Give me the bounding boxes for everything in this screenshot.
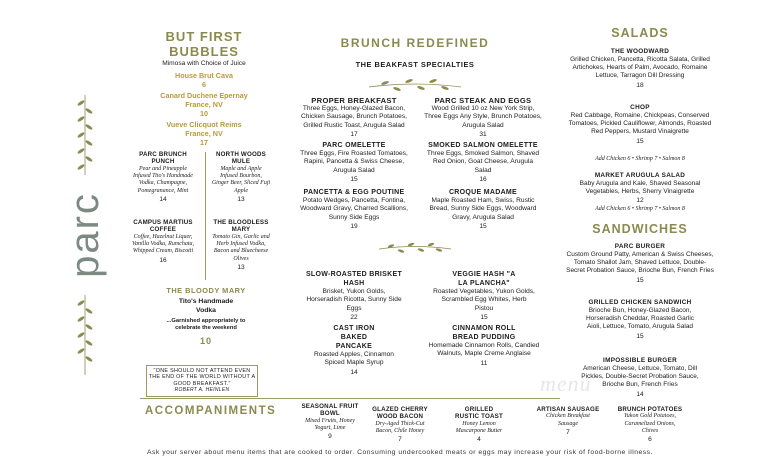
accompaniments-divider (140, 398, 560, 399)
bloody-mary-price: 10 (199, 336, 212, 347)
menu-item-title: PARC BURGER (614, 243, 666, 250)
menu-item-price: 15 (350, 176, 358, 184)
watermark: menu (540, 371, 592, 396)
accompaniment-title: SEASONAL FRUIT BOWL (301, 403, 359, 418)
accompaniment-price: 9 (328, 433, 332, 441)
cocktail-item (211, 219, 271, 272)
wine-item (128, 91, 280, 118)
menu-item-desc: Roasted Vegetables, Yukon Golds, Scrambled Egg Whites, Herb Pistou (433, 288, 535, 312)
menu-item-price: 16 (479, 176, 487, 184)
menu-item (566, 298, 714, 341)
cocktail-title: NORTH WOODS MULE (216, 151, 266, 166)
branch-ornament-icon (375, 241, 455, 255)
cocktail-title: CAMPUS MARTIUS COFFEE (133, 219, 193, 234)
menu-item-desc: Brisket, Yukon Golds, Horseradish Ricotta, Sunny Side Eggs (306, 288, 402, 312)
menu-item-title: PARC STEAK AND EGGS (434, 96, 532, 105)
accompaniment-item (444, 406, 514, 444)
cocktail-price: 13 (237, 264, 245, 271)
menu-item-price: 15 (479, 223, 487, 231)
menu-item-desc: Wood Grilled 10 oz New York Strip, Three Eggs Any Style, Brunch Potatoes, Arugula Salad (424, 105, 542, 129)
menu-item (294, 96, 414, 139)
menu-item-title: CROQUE MADAME (448, 189, 518, 196)
wine-name: Canard Duchene Epernay France, NV (160, 91, 248, 109)
menu-item-title: CINNAMON ROLL BREAD PUDDING (452, 325, 516, 341)
menu-item (568, 47, 712, 90)
menu-item-desc: Grilled Chicken, Pancetta, Ricotta Salata, Grilled Artichokes, Hearts of Palm, Avocado, Romaine Lettuce, Tarragon Dill Dressing (570, 56, 710, 80)
menu-item-desc: Red Cabbage, Romaine, Chickpeas, Conserved Tomatoes, Pickled Cauliflower, Almonds, Roasted Red Peppers, Mustard Vinaigrette (568, 112, 712, 136)
menu-item-desc: Homemade Cinnamon Rolls, Candied Walnuts, Maple Creme Anglaise (428, 342, 540, 358)
menu-item-desc: American Cheese, Lettuce, Tomato, Dill Pickles, Double-Secret Probation Sauce, Brioche Bun, French Fries (581, 365, 699, 389)
cocktail-desc: Pear and Pineapple Infused Tito's Handmade Vodka, Champagne, Pomegranance, Mint (133, 165, 193, 194)
cocktail-title: PARC BRUNCH PUNCH (139, 151, 187, 166)
accompaniment-desc: Honey Lemon Mascarpone Butter (455, 420, 503, 435)
menu-item (566, 242, 714, 285)
logo-strip (62, 95, 108, 375)
menu-item (296, 270, 412, 322)
bloody-mary-line3: ...Garnished appropriately to celebrate the weekend (166, 318, 246, 332)
accompaniment-item (362, 406, 438, 444)
accompaniment-title: ARTISAN SAUSAGE (536, 406, 600, 413)
cocktail-item (211, 151, 271, 204)
bloody-mary-line1: Tito's Handmade (178, 298, 234, 305)
menu-item-price: 19 (350, 223, 358, 231)
cocktail-desc: Maple and Apple Infused Bourbon, Ginger Beer, Sliced Fuji Apple (211, 165, 271, 194)
menu-item-desc: Custom Ground Patty, American & Swiss Cheeses, Tomato Shallot Jam, Shaved Lettuce, Double-Secret Probation Sauce, Brioche Bun, French Fries (566, 251, 714, 275)
accompaniment-price: 6 (648, 436, 652, 444)
accompaniment-title: GLAZED CHERRY WOOD BACON (372, 406, 428, 421)
cocktail-desc: Tomato Gin, Garlic and Herb Infused Vodka, Bacon and Bluecheese Olives (212, 233, 270, 262)
menu-item-desc: Three Eggs, Smoked Salmon, Shaved Red Onion, Goat Cheese, Arugula Salad (426, 150, 540, 174)
menu-item (298, 141, 410, 184)
menu-item-title: GRILLED CHICKEN SANDWICH (588, 299, 692, 306)
menu-item-desc: Potato Wedges, Pancetta, Fontina, Woodward Gravy, Charred Scallions, Sunny Side Eggs (300, 197, 408, 221)
menu-item (424, 96, 542, 139)
accompaniment-item (530, 406, 606, 437)
menu-item (432, 270, 536, 322)
sandwiches-title: SANDWICHES (592, 222, 688, 236)
menu-item (296, 188, 412, 231)
accompaniment-item (612, 406, 688, 444)
accompaniment-price: 7 (566, 429, 570, 436)
menu-item-title: CHOP (630, 104, 650, 111)
wine-name: House Brut Cava (175, 71, 233, 80)
menu-item-price: 18 (636, 81, 644, 89)
bubbles-title-line1: BUT FIRST (165, 29, 243, 44)
salad-addon: Add Chicken 6 • Shrimp 7 • Salmon 8 (595, 156, 685, 162)
wine-price: 10 (200, 109, 208, 118)
menu-item-price: 15 (636, 276, 644, 284)
accompaniment-desc: Yukon Gold Potatoes, Caramelized Onions, Chives (624, 413, 676, 434)
menu-item-price: 14 (636, 390, 644, 398)
menu-item (296, 324, 412, 377)
accompaniment-desc: Dry-Aged Thick-Cut Bacon, Chile Honey (375, 420, 425, 435)
leaf-sprig-icon (75, 295, 95, 375)
menu-item-desc: Maple Roasted Ham, Swiss, Rustic Bread, Sunny Side Eggs, Woodward Gravy, Arugula Salad (429, 197, 537, 221)
menu-item-title: PROPER BREAKFAST (311, 96, 397, 105)
branch-ornament-icon (365, 77, 465, 93)
wine-item (128, 71, 280, 89)
wine-price: 17 (200, 138, 208, 147)
menu-item-desc: Brioche Bun, Honey-Glazed Bacon, Horseradish Cheddar, Roasted Garlic Aioli, Lettuce, Tomato, Arugula Salad (585, 307, 695, 331)
accompaniment-item (290, 403, 370, 441)
cocktail-item (131, 151, 195, 204)
footer-note: Ask your server about menu items that are cooked to order. Consuming undercooked meats or eggs may increase your risk of food-borne illness. (147, 449, 653, 456)
wine-price: 6 (202, 80, 206, 89)
menu-item-title: THE WOODWARD (610, 48, 670, 55)
accompaniment-title: GRILLED RUSTIC TOAST (454, 406, 503, 421)
bloody-mary-line2: Vodka (196, 306, 216, 314)
bubbles-section (128, 30, 280, 147)
quote-author: ROBERT A. HEINLEN (174, 387, 230, 394)
menu-item-price: 15 (636, 332, 644, 340)
quote-box (146, 365, 258, 397)
leaf-sprig-icon (75, 95, 95, 175)
menu-item-price: 15 (480, 314, 488, 322)
menu-item-price: 31 (479, 131, 487, 139)
menu-item (428, 188, 538, 231)
bubbles-subtitle: Mimosa with Choice of Juice (162, 60, 246, 67)
accompaniment-title: BRUNCH POTATOES (617, 406, 683, 413)
menu-item-price: 14 (350, 368, 358, 376)
accompaniments-title: ACCOMPANIMENTS (145, 405, 277, 417)
menu-item-title: IMPOSSIBLE BURGER (603, 357, 677, 364)
salads-title: SALADS (611, 26, 669, 40)
cocktail-price: 14 (159, 196, 167, 203)
cocktail-desc: Coffee, Hazelnut Liquer, Vanilla Vodka, Rumchata, Whipped Cream, Biscotti (132, 233, 194, 255)
accompaniment-price: 4 (477, 436, 481, 444)
cocktail-price: 16 (159, 256, 167, 264)
menu-item-price: 22 (350, 314, 358, 322)
menu-item (568, 171, 712, 205)
menu-item (428, 324, 540, 368)
menu-item-title: VEGGIE HASH "A LA PLANCHA" (452, 271, 516, 287)
wine-item (128, 120, 280, 147)
logo: parc (63, 192, 107, 278)
menu-item-desc: Baby Arugula and Kale, Shaved Seasonal Vegetables, Herbs, Sherry Vinaigrette (579, 180, 701, 196)
menu-item-title: SLOW-ROASTED BRISKET HASH (305, 271, 403, 287)
menu-item (568, 103, 712, 146)
bubbles-title-line2: BUBBLES (169, 44, 239, 59)
menu-item-desc: Roasted Apples, Cinnamon Spiced Maple Syrup (314, 351, 394, 367)
menu-item-price: 12 (636, 197, 644, 205)
menu-item-price: 17 (350, 131, 358, 139)
wine-name: Vueve Clicquot Reims France, NV (166, 120, 242, 138)
menu-item-desc: Three Eggs, Fire Roasted Tomatoes, Rapini, Pancetta & Swiss Cheese, Arugula Salad (300, 150, 408, 174)
cocktail-item (131, 219, 195, 265)
brunch-subtitle: THE BEAKFAST SPECIALTIES (355, 60, 475, 69)
quote-text: "ONE SHOULD NOT ATTEND EVEN THE END OF THE WORLD WITHOUT A GOOD BREAKFAST." (148, 368, 256, 387)
salad-addon: Add Chicken 6 • Shrimp 7 • Salmon 8 (595, 206, 685, 212)
brunch-title: BRUNCH REDEFINED (340, 36, 490, 50)
menu-item (426, 141, 540, 184)
accompaniment-price: 7 (398, 436, 402, 444)
accompaniment-desc: Chicken Breakfast Sausage (546, 413, 590, 427)
menu-item-price: 11 (480, 359, 488, 367)
menu-item-price: 15 (636, 137, 644, 145)
menu-item-desc: Three Eggs, Honey-Glazed Bacon, Chicken Sausage, Brunch Potatoes, Grilled Rustic Toast, Arugula Salad (301, 105, 407, 129)
menu-item-title: PANCETTA & EGG POUTINE (303, 189, 405, 196)
menu-item-title: SMOKED SALMON OMELETTE (428, 142, 538, 149)
bloody-mary-section (150, 286, 262, 347)
menu-item-title: PARC OMELETTE (322, 142, 386, 149)
cocktail-price: 13 (237, 196, 245, 203)
cocktail-divider (205, 152, 206, 280)
accompaniment-desc: Mixed Fruits, Honey Yogurt, Lime (305, 417, 355, 432)
bloody-mary-title: THE BLOODY MARY (166, 286, 246, 295)
menu-item-title: CAST IRON BAKED PANCAKE (333, 325, 375, 350)
menu-item-title: MARKET ARUGULA SALAD (594, 172, 686, 179)
cocktail-title: THE BLOODLESS MARY (213, 219, 269, 234)
